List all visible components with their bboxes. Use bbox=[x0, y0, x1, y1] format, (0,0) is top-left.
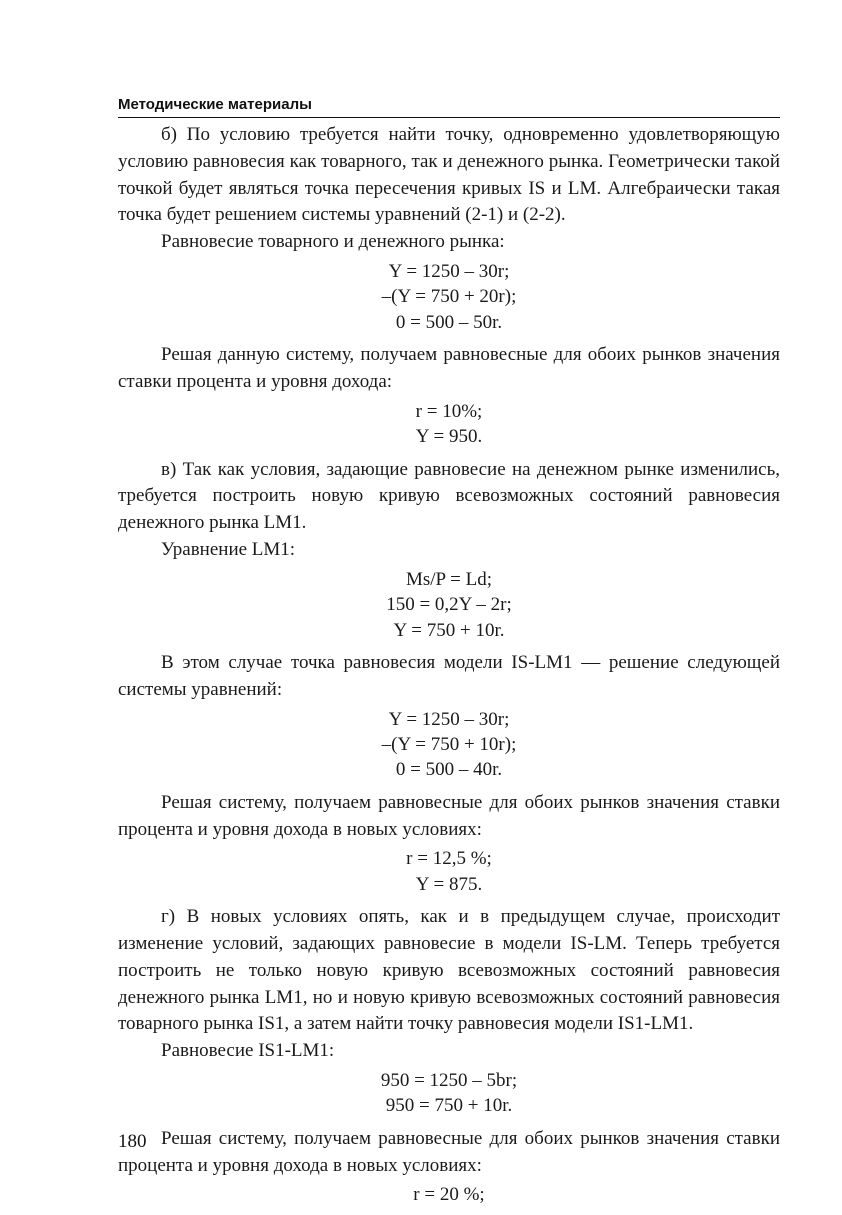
equation: Ms/P = Ld; bbox=[405, 568, 493, 590]
page-number: 180 bbox=[118, 1131, 147, 1152]
paragraph-v-intro: в) Так как условия, задающие равновесие на денежном рынке изменились, требуется построить новую кривую всевозможных состояний равновесия денежного рынка LM1. bbox=[118, 458, 780, 534]
equation-system-v bbox=[118, 707, 780, 783]
equation: 950 = 1250 – 5br; bbox=[380, 1070, 518, 1092]
equation: Y = 750 + 10r. bbox=[393, 619, 505, 641]
paragraph-v-system: В этом случае точка равновесия модели IS-LM1 — решение следующей системы уравнений: bbox=[118, 652, 780, 700]
header-rule bbox=[118, 117, 780, 118]
result-line: r = 20 %; bbox=[413, 1184, 485, 1206]
equation: 0 = 500 – 50r. bbox=[395, 311, 503, 333]
equation-system-g bbox=[118, 1068, 780, 1119]
equation: –(Y = 750 + 20r); bbox=[381, 286, 517, 308]
equation: 150 = 0,2Y – 2r; bbox=[386, 594, 512, 616]
equation-system-b bbox=[118, 259, 780, 335]
result-block-g bbox=[118, 1182, 780, 1207]
result-line: Y = 875. bbox=[415, 873, 483, 895]
equation: Y = 1250 – 30r; bbox=[388, 260, 510, 282]
result-block-b bbox=[118, 399, 780, 450]
page-body bbox=[118, 122, 780, 1215]
paragraph-v-lm1-label: Уравнение LM1: bbox=[161, 539, 296, 560]
paragraph-b-intro: б) По условию требуется найти точку, одновременно удовлетворяющую условию равновесия как товарного, так и денежного рынка. Геометрически такой точкой будет являться точка пересечения кривых IS и LM. Алгебраически такая точка будет решением системы уравнений (2-1) и (2-2). bbox=[118, 124, 780, 226]
result-block-v bbox=[118, 846, 780, 897]
result-line: r = 10%; bbox=[415, 400, 483, 422]
paragraph-b-equilibrium-label: Равновесие товарного и денежного рынка: bbox=[161, 231, 505, 253]
result-line: Y = 950. bbox=[415, 426, 483, 448]
equation: –(Y = 750 + 10r); bbox=[381, 734, 517, 756]
result-line: r = 12,5 %; bbox=[406, 848, 492, 870]
equation: Y = 1250 – 30r; bbox=[388, 708, 510, 730]
equation: 950 = 750 + 10r. bbox=[385, 1095, 513, 1117]
paragraph-g-intro: г) В новых условиях опять, как и в предыдущем случае, происходит изменение условий, задающих равновесие в модели IS-LM. Теперь требуется построить не только новую кривую всевозможных состояний равновесия денежного рынка LM1, но и новую кривую всевозможных состояний равновесия товарного рынка IS1, а затем найти точку равновесия модели IS1-LM1. bbox=[118, 906, 780, 1035]
equation: 0 = 500 – 40r. bbox=[395, 759, 503, 781]
running-header: Методические материалы bbox=[118, 96, 312, 113]
paragraph-g-equilibrium-label: Равновесие IS1-LM1: bbox=[161, 1040, 335, 1062]
equation-system-lm1 bbox=[118, 567, 780, 643]
paragraph-v-solution: Решая систему, получаем равновесные для обоих рынков значения ставки процента и уровня дохода в новых условиях: bbox=[118, 791, 780, 840]
paragraph-b-solution: Решая данную систему, получаем равновесные для обоих рынков значения ставки процента и уровня дохода: bbox=[118, 344, 780, 392]
paragraph-g-solution: Решая систему, получаем равновесные для обоих рынков значения ставки процента и уровня дохода в новых условиях: bbox=[118, 1127, 780, 1176]
